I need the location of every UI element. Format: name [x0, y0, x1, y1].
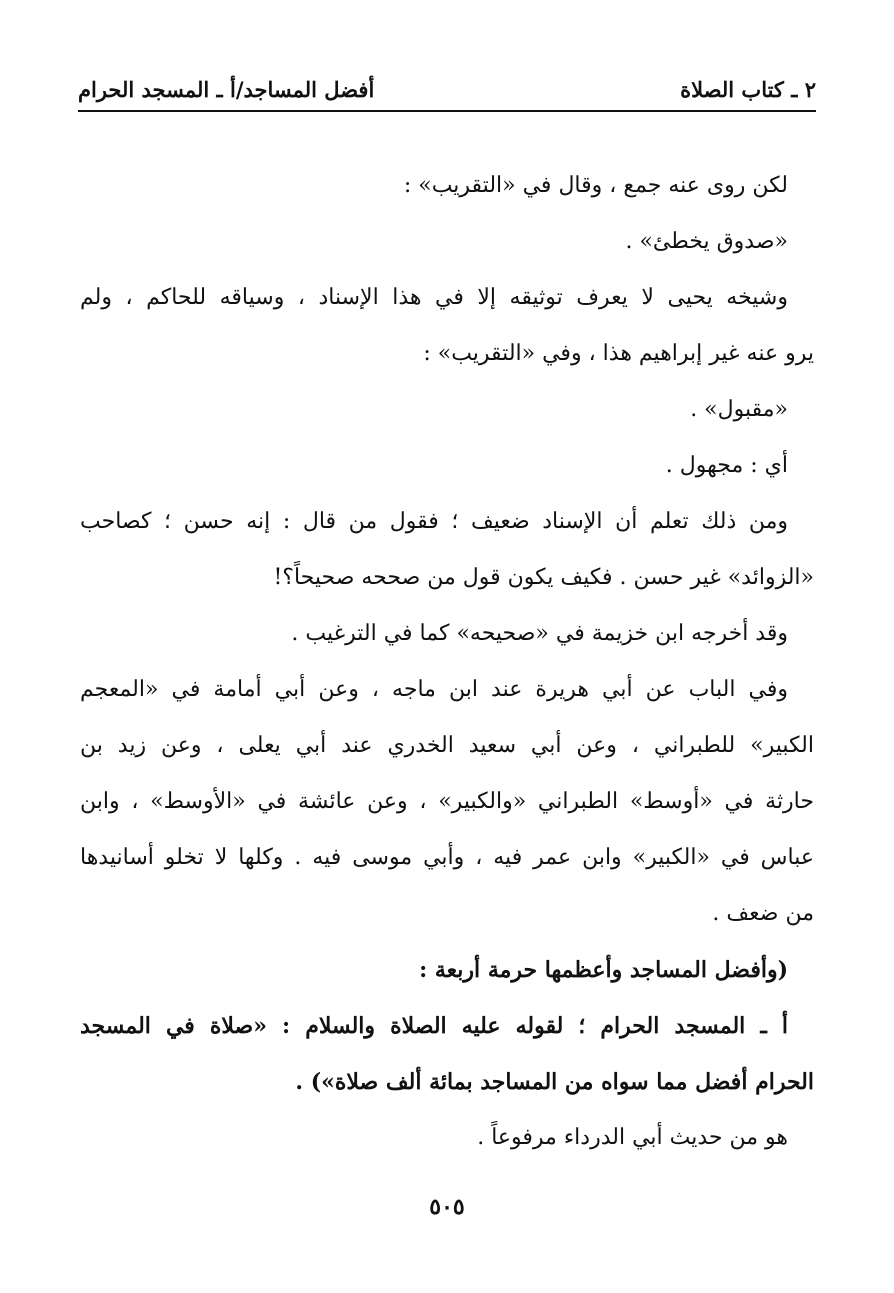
- page-number: ٥٠٥: [429, 1194, 465, 1220]
- text-line: وقد أخرجه ابن خزيمة في «صحيحه» كما في الترغيب .: [291, 621, 788, 646]
- matn-line: (وأفضل المساجد وأعظمها حرمة أربعة :: [419, 957, 788, 983]
- quote-line: «مقبول» .: [690, 397, 788, 422]
- text-line: الكبير» للطبراني ، وعن أبي سعيد الخدري عند أبي يعلى ، وعن زيد بن: [80, 733, 814, 758]
- text-line: من ضعف .: [712, 901, 814, 926]
- header-chapter-title: ٢ ـ كتاب الصلاة: [680, 77, 816, 102]
- header-rule: [78, 110, 816, 112]
- text-line: عباس في «الكبير» وابن عمر فيه ، وأبي موسى فيه . وكلها لا تخلو أسانيدها: [80, 845, 814, 870]
- text-line: أي : مجهول .: [665, 453, 788, 478]
- page-body: [80, 158, 814, 1166]
- text-line: لكن روى عنه جمع ، وقال في «التقريب» :: [403, 173, 788, 198]
- header-section-title: أفضل المساجد/أ ـ المسجد الحرام: [78, 77, 375, 102]
- running-header: [78, 66, 816, 102]
- text-line: يرو عنه غير إبراهيم هذا ، وفي «التقريب» :: [423, 341, 814, 366]
- text-line: ومن ذلك تعلم أن الإسناد ضعيف ؛ فقول من قال : إنه حسن ؛ كصاحب: [80, 509, 788, 534]
- text-line: وفي الباب عن أبي هريرة عند ابن ماجه ، وعن أبي أمامة في «المعجم: [80, 677, 788, 702]
- quote-line: «صدوق يخطئ» .: [625, 229, 788, 254]
- text-line: حارثة في «أوسط» الطبراني «والكبير» ، وعن عائشة في «الأوسط» ، وابن: [80, 789, 814, 814]
- text-line: وشيخه يحيى لا يعرف توثيقه إلا في هذا الإسناد ، وسياقه للحاكم ، ولم: [80, 285, 788, 310]
- text-line: «الزوائد» غير حسن . فكيف يكون قول من صححه صحيحاً؟!: [273, 565, 814, 590]
- matn-line: الحرام أفضل مما سواه من المساجد بمائة ألف صلاة») .: [295, 1069, 814, 1095]
- matn-line: أ ـ المسجد الحرام ؛ لقوله عليه الصلاة والسلام : «صلاة في المسجد: [80, 1013, 788, 1039]
- text-line: هو من حديث أبي الدرداء مرفوعاً .: [477, 1125, 788, 1150]
